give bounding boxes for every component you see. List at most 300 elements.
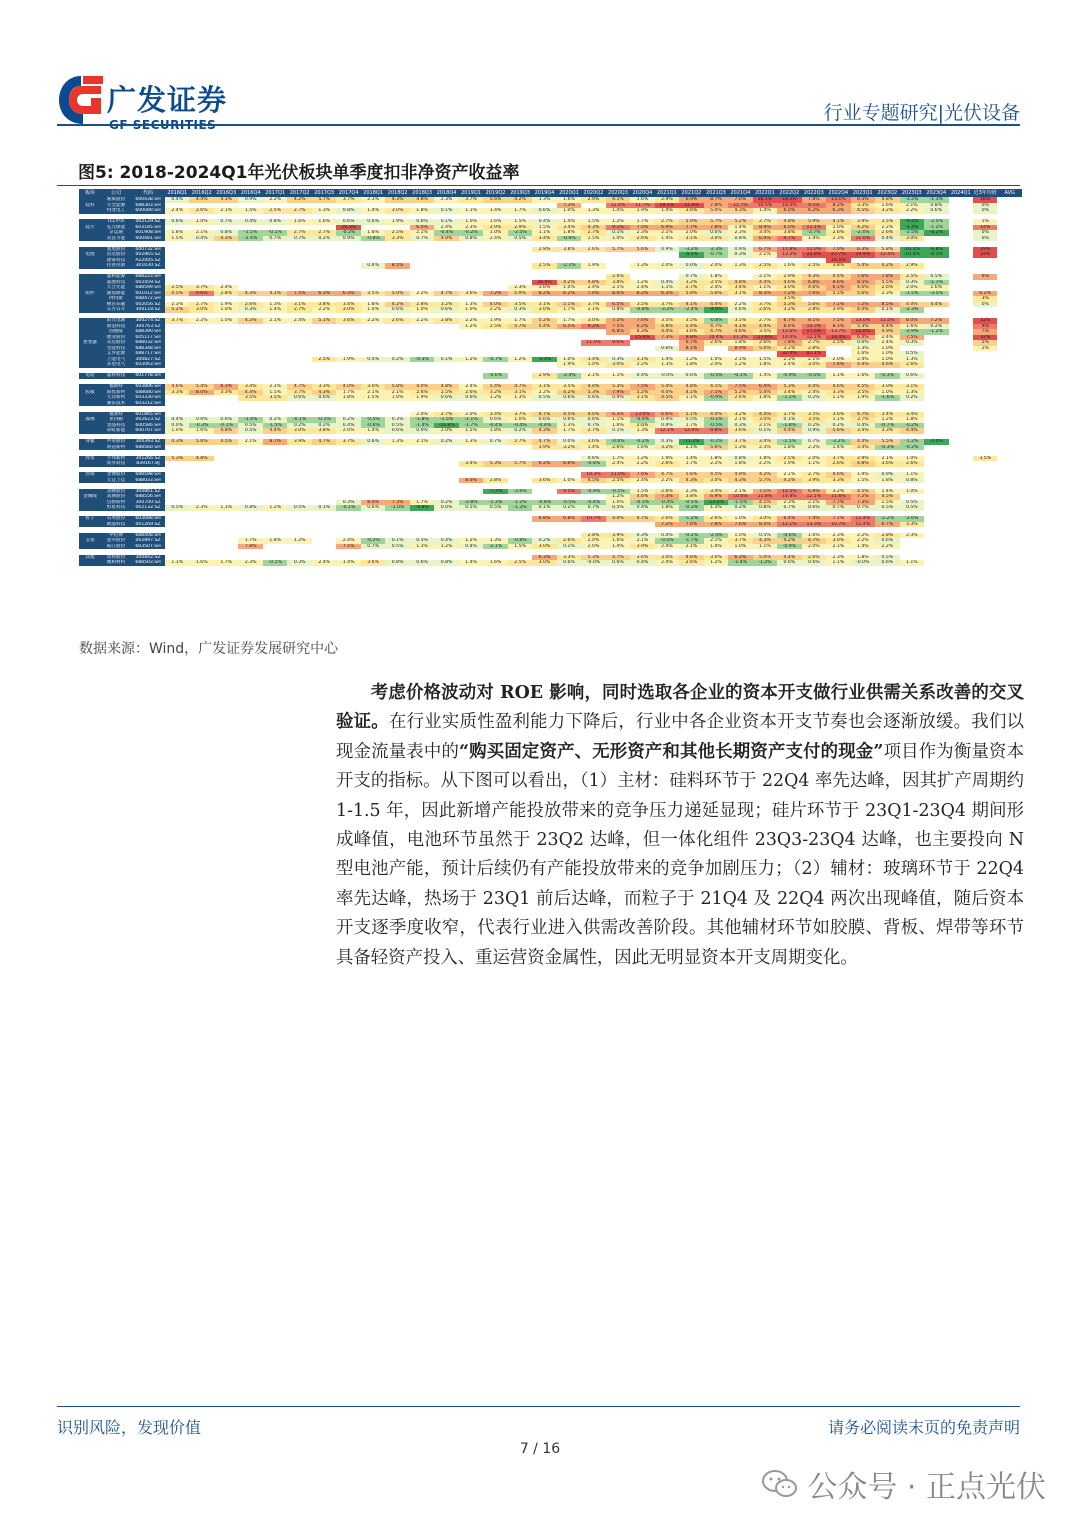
roe-cell: 3.8% [312,428,336,434]
roe-cell: 3.0% [704,478,728,484]
roe-cell: 1.8% [704,274,728,280]
stock-code: 603688.SH [131,516,165,522]
roe-cell: 6.8% [557,516,581,522]
roe-cell: 0.6% [875,560,899,566]
column-header: 2018Q4 [434,189,458,197]
column-header: 2019Q2 [483,189,507,197]
roe-cell: 1.2% [875,417,899,423]
roe-cell: 4.4% [263,428,287,434]
roe-cell: 5.7% [753,478,777,484]
roe-cell: 9.6% [189,291,213,297]
stock-code: 002056.SZ [131,302,165,308]
roe-cell: 6.3% [312,291,336,297]
roe-cell: 5.7% [704,219,728,225]
column-header: 2021Q1 [655,189,679,197]
roe-cell: 0.7% [361,544,385,550]
roe-cell: 4.5% [655,395,679,401]
stock-code: 688717.SH [131,351,165,357]
roe-cell: 2.5% [263,208,287,214]
roe-cell: 0.6% [385,428,409,434]
roe-cell: 1.4% [655,357,679,363]
roe-cell: 4.5% [851,208,875,214]
roe-cell: 0.9% [336,236,360,242]
roe-cell: 14% [973,225,997,231]
roe-cell: 1.3% [459,439,483,445]
roe-cell: 6.2% [802,208,826,214]
roe-cell: 2.6% [728,395,752,401]
roe-cell: 1.8% [165,230,189,236]
roe-cell: 2.3% [753,445,777,451]
company-name: 中来股份 [101,439,131,445]
roe-cell: 13.3% [802,522,826,528]
roe-cell: 0.2% [312,423,336,429]
roe-cell: -4.2% [924,230,948,236]
roe-cell: 3.2% [557,445,581,451]
roe-cell: 5.8% [679,291,703,297]
roe-cell: 3.7% [655,302,679,308]
roe-cell: 15.4% [630,335,654,341]
roe-cell: 2.8% [875,533,899,539]
roe-cell: 0.8% [606,307,630,313]
column-header: 2021Q3 [704,189,728,197]
roe-cell: 2.6% [826,230,850,236]
roe-cell: 3.4% [900,412,924,418]
company-name: 艾罗能源 [101,351,131,357]
roe-cell: 1.5% [581,219,605,225]
roe-cell: 0.6% [165,219,189,225]
company-name: 中信博 [101,533,131,539]
roe-cell: 1.4% [459,560,483,566]
roe-cell: 2.6% [655,489,679,495]
stock-code: 603806.SH [131,384,165,390]
roe-cell: 2.4% [312,560,336,566]
roe-cell: 0.6% [557,395,581,401]
roe-cell: 5.4% [851,263,875,269]
roe-cell: 8.3% [753,291,777,297]
roe-cell: -0.3% [875,373,899,379]
roe-cell: 11.4% [851,516,875,522]
roe-cell: 1.0% [900,456,924,462]
roe-cell: 2.5% [900,274,924,280]
roe-cell: -16.1% [900,247,924,253]
roe-cell: 2.7% [679,285,703,291]
roe-cell: 1.6% [312,219,336,225]
roe-cell: 19.9% [851,252,875,258]
roe-cell: 4.7% [287,384,311,390]
roe-cell: 5.4% [679,324,703,330]
roe-cell: 3.7% [777,412,801,418]
roe-cell: 0.2% [312,236,336,242]
roe-cell: 3.3% [900,522,924,528]
roe-cell: -1.7% [459,423,483,429]
roe-cell: 2.4% [581,285,605,291]
roe-cell: 10.5% [753,203,777,209]
roe-cell: 1.8% [361,230,385,236]
roe-cell: 2.7% [434,412,458,418]
roe-cell: 7.8% [777,340,801,346]
roe-cell: 2.0% [679,230,703,236]
roe-cell: 4.6% [875,362,899,368]
roe-cell: 0.4% [336,423,360,429]
roe-cell: 4.3% [679,478,703,484]
roe-cell: 4.7% [508,384,532,390]
roe-cell: 2.1% [753,274,777,280]
roe-cell: 4.4% [826,274,850,280]
column-header: 2019Q3 [508,189,532,197]
roe-cell: 2.1% [655,230,679,236]
roe-cell: 3.0% [753,516,777,522]
roe-cell: 3.0% [802,362,826,368]
roe-cell: 6.3% [728,555,752,561]
roe-cell: 2.3% [630,230,654,236]
roe-cell: 2.6% [900,362,924,368]
roe-cell: 4.4% [753,412,777,418]
roe-cell: -0.3% [875,445,899,451]
roe-cell: 5.5% [875,280,899,286]
roe-cell: 5.3% [606,384,630,390]
roe-cell: 1.6% [924,285,948,291]
stock-code: 300118.SZ [131,307,165,313]
roe-cell: 3.7% [336,197,360,203]
roe-cell: 1.6% [875,203,899,209]
roe-table [79,189,1022,571]
roe-cell: 3.7% [728,439,752,445]
roe-cell: 1.3% [312,208,336,214]
roe-cell: 1.3% [728,445,752,451]
roe-cell: 0.5% [924,274,948,280]
roe-cell: 3.7% [851,417,875,423]
roe-cell: 2.2% [410,291,434,297]
roe-cell: 0.4% [630,560,654,566]
column-header: 2020Q3 [606,189,630,197]
roe-cell: 7.8% [875,274,899,280]
sector-label: 电池 [79,252,101,258]
column-header: 2018Q1 [361,189,385,197]
roe-cell: -1.5% [777,439,801,445]
stock-code: 601012.SH [131,291,165,297]
roe-cell: 0.2% [802,423,826,429]
roe-cell: 1.9% [581,263,605,269]
roe-cell: 0.2% [263,417,287,423]
roe-cell: 29% [973,247,997,253]
roe-cell: 5.0% [753,555,777,561]
roe-cell: 0.0% [434,505,458,511]
roe-cell: 0.6% [728,307,752,313]
roe-cell: 0.2% [287,423,311,429]
roe-cell: 0.3% [900,340,924,346]
roe-cell: 4.2% [753,472,777,478]
roe-cell: 2.4% [875,335,899,341]
wechat-icon [761,1469,799,1499]
roe-cell: 0.6% [802,505,826,511]
roe-cell: 1.8% [704,456,728,462]
stock-code: 002132.SZ [131,505,165,511]
roe-cell: 2.6% [557,538,581,544]
roe-cell: 1.8% [777,445,801,451]
roe-cell: 5.2% [728,219,752,225]
roe-cell: 1.9% [483,318,507,324]
roe-cell: 0.4% [655,280,679,286]
roe-cell: 12.4% [606,203,630,209]
roe-cell: 4.4% [777,555,801,561]
roe-cell: 2.4% [655,544,679,550]
roe-cell: 1.3% [508,395,532,401]
roe-cell: 7.3% [851,500,875,506]
roe-cell: 7.6% [630,318,654,324]
roe-cell: 1.0% [410,307,434,313]
roe-cell: 2.2% [851,533,875,539]
roe-cell: 2.1% [410,439,434,445]
roe-heatmap-table [79,189,1022,622]
roe-cell: 0.6% [851,340,875,346]
roe-cell: -4.4% [679,252,703,258]
roe-cell: 7.5% [606,324,630,330]
roe-cell: 5.3% [777,384,801,390]
roe-cell: 0.1% [777,417,801,423]
roe-cell: 4.3% [728,208,752,214]
roe-cell: 0.2% [728,505,752,511]
roe-cell: 1.6% [606,538,630,544]
roe-cell: -3.2% [679,247,703,253]
roe-cell: 4.0% [802,384,826,390]
roe-cell: 4.8% [851,461,875,467]
roe-cell: 6% [973,274,997,280]
roe-cell: 2.1% [802,357,826,363]
roe-cell: 1.3% [704,505,728,511]
roe-cell: 1.2% [606,494,630,500]
roe-cell: 2.2% [630,362,654,368]
roe-cell: -1.5% [263,423,287,429]
roe-cell: 3.0% [532,560,556,566]
roe-cell: 0.2% [434,439,458,445]
roe-cell: 0.2% [900,395,924,401]
roe-cell: 0.0% [557,439,581,445]
roe-cell: 3.1% [532,384,556,390]
roe-cell: 2.7% [189,302,213,308]
roe-cell: 4.5% [581,478,605,484]
roe-cell: 7.4% [826,362,850,368]
roe-cell: 4.8% [728,280,752,286]
roe-cell: 4.6% [802,285,826,291]
roe-cell: 1.9% [851,472,875,478]
roe-cell: 2.2% [875,225,899,231]
roe-cell: 1.8% [753,362,777,368]
roe-cell: 2% [973,346,997,352]
stock-code: 002129.SZ [131,219,165,225]
roe-cell: 1.8% [361,302,385,308]
roe-cell: -1.2% [753,560,777,566]
roe-cell: 1.1% [214,505,238,511]
roe-cell: 5% [973,340,997,346]
roe-cell: 0.2% [924,324,948,330]
roe-cell: 16.1% [753,197,777,203]
roe-cell: 1.5% [165,236,189,242]
roe-cell: 2.2% [361,318,385,324]
roe-cell: 1.6% [532,285,556,291]
roe-cell: 4.2% [557,390,581,396]
roe-cell: 1.2% [263,505,287,511]
roe-cell: 2.0% [655,263,679,269]
roe-cell: 2.3% [434,197,458,203]
roe-cell: 2.4% [214,285,238,291]
caption-divider [57,185,1020,186]
roe-cell: 3.0% [826,538,850,544]
roe-cell: 1.3% [581,208,605,214]
roe-cell: 1.0% [189,219,213,225]
roe-cell: 2.7% [581,428,605,434]
roe-cell: 7.0% [728,197,752,203]
company-name: 美畅股份 [101,489,131,495]
roe-cell: 2.6% [875,230,899,236]
roe-cell: 2.3% [777,500,801,506]
roe-cell: -0.0% [581,560,605,566]
roe-cell: -0.6% [483,373,507,379]
roe-cell: 0.7% [581,423,605,429]
company-name: 明冠新材 [101,445,131,451]
roe-cell: 11.6% [826,494,850,500]
roe-cell: 2.1% [263,318,287,324]
roe-cell: 3.5% [728,318,752,324]
roe-cell: 2.3% [728,230,752,236]
roe-cell: 2.5% [483,324,507,330]
column-header: 2018Q2 [385,189,409,197]
roe-cell: 0.5% [385,423,409,429]
roe-cell: 1.6% [557,197,581,203]
roe-cell: -1.5% [900,291,924,297]
roe-cell: 3.4% [851,428,875,434]
roe-cell: 2.1% [875,456,899,462]
roe-cell: -0.8% [704,318,728,324]
roe-cell: 3.2% [728,412,752,418]
roe-cell: -0.9% [777,373,801,379]
roe-cell: 6.4% [851,335,875,341]
roe-cell: 1.1% [826,395,850,401]
roe-cell: 3.4% [777,390,801,396]
roe-cell: 4.4% [189,197,213,203]
roe-cell: 3.4% [875,412,899,418]
company-name: TCL中环 [101,219,131,225]
roe-cell: 4.9% [728,472,752,478]
roe-cell: 3.5% [238,395,262,401]
roe-cell: 4.2% [557,280,581,286]
roe-cell: 0.0% [655,533,679,539]
roe-cell: 2.6% [704,516,728,522]
roe-cell: 4.2% [287,197,311,203]
roe-cell: 7.8% [704,203,728,209]
roe-cell: 7.5% [336,544,360,550]
roe-cell: 2.1% [410,230,434,236]
roe-cell: -4.4% [900,225,924,231]
roe-cell: 13.1% [826,197,850,203]
roe-cell: 2.4% [434,225,458,231]
roe-cell: 8.7% [263,439,287,445]
roe-cell: 1.0% [483,230,507,236]
roe-cell: 0.2% [434,500,458,506]
roe-cell: 2.0% [459,412,483,418]
roe-cell: 2.0% [900,285,924,291]
roe-cell: 2.4% [630,478,654,484]
roe-cell: 12.1% [802,335,826,341]
roe-cell: 6.0% [777,208,801,214]
group-separator [79,566,1022,572]
roe-cell: 3.6% [336,318,360,324]
roe-cell: 3.1% [900,384,924,390]
roe-cell: 3.7% [508,412,532,418]
roe-cell: 5.6% [704,291,728,297]
stock-code: 839167.BJ [131,461,165,467]
roe-cell: 0.4% [532,219,556,225]
roe-cell: 1.4% [336,560,360,566]
roe-cell: 0.3% [728,252,752,258]
stock-code: 600481.SH [131,236,165,242]
roe-cell: 1.7% [679,423,703,429]
roe-cell: 1.7% [557,428,581,434]
roe-cell: 5.7% [508,461,532,467]
roe-cell: 4.0% [851,307,875,313]
roe-cell: 1.3% [483,538,507,544]
roe-cell: 2.1% [263,384,287,390]
roe-cell: 14.8% [777,494,801,500]
roe-cell: 0.7% [214,219,238,225]
stock-code: 688032.SH [131,340,165,346]
roe-cell: -0.4% [581,500,605,506]
roe-cell: 4.7% [704,324,728,330]
roe-cell: 0.4% [165,417,189,423]
roe-cell: 0.6% [802,560,826,566]
roe-cell: 3.6% [679,329,703,335]
roe-cell: 0.4% [165,197,189,203]
roe-cell: 2.8% [214,291,238,297]
roe-cell: 1.2% [459,357,483,363]
roe-cell: 6.3% [214,384,238,390]
roe-cell: 1.0% [826,225,850,231]
roe-cell: 7.1% [753,489,777,495]
roe-cell: 3.1% [630,357,654,363]
roe-cell: 4.4% [704,302,728,308]
roe-cell: 2.1% [802,500,826,506]
footer-disclaimer-link[interactable]: 请务必阅读末页的免责声明 [827,1418,1020,1437]
roe-cell: 4.4% [851,439,875,445]
roe-cell: 0.9% [875,472,899,478]
roe-cell: 5.6% [189,439,213,445]
roe-cell: 3.9% [630,544,654,550]
roe-cell: 0.1% [753,428,777,434]
roe-cell: 0.1% [434,357,458,363]
roe-cell: 6.7% [777,318,801,324]
roe-cell: 1.1% [826,417,850,423]
roe-cell: 2.3% [459,225,483,231]
column-header: 2017Q1 [263,189,287,197]
stock-code: 002623.SZ [131,417,165,423]
roe-cell: -1.1% [459,417,483,423]
roe-cell: 0.6% [777,560,801,566]
roe-cell: 1.8% [851,555,875,561]
roe-cell: 16% [973,197,997,203]
roe-cell: -0.2% [336,230,360,236]
roe-cell: 0.8% [753,505,777,511]
roe-cell: 4.7% [802,538,826,544]
roe-cell: 2.4% [459,384,483,390]
roe-cell: 12.1% [655,428,679,434]
roe-cell: -1.6% [875,395,899,401]
roe-cell: 4.3% [532,428,556,434]
roe-cell: 2.3% [826,533,850,539]
roe-cell: 2.4% [606,461,630,467]
roe-cell: 6.9% [704,494,728,500]
roe-cell: 7.2% [606,318,630,324]
roe-cell: -4.0% [924,439,948,445]
roe-cell: 4.0% [606,516,630,522]
